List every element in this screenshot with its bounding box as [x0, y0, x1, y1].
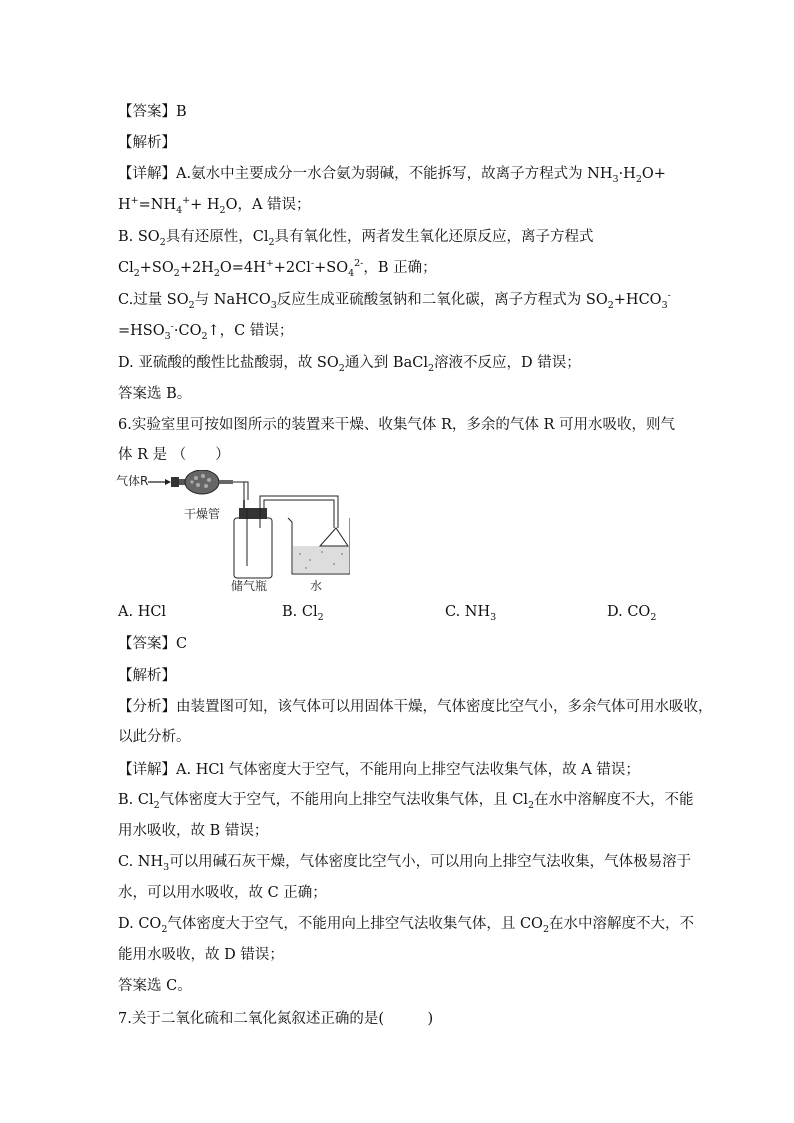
q6-detail-c-line1: C. $NH_3$可以用碱石灰干燥，气体密度比空气小，可以用向上排空气法收集，气体极易溶于 — [118, 854, 692, 873]
q6-analysis-line1: 【分析】由装置图可知，该气体可以用固体干燥，气体密度比空气小，多余气体可用水吸收， — [118, 699, 713, 715]
q6-detail-d-line1: D. $CO_2$气体密度大于空气，不能用向上排空气法收集气体，且 $CO_2$在水中溶解度不大，不 — [118, 916, 694, 935]
storage-bottle — [234, 518, 272, 578]
q6-detail-c-line2: 水，可以用水吸收，故 C 正确； — [118, 885, 327, 901]
q6-detail-b-line2: 用水吸收，故 B 错误； — [118, 823, 269, 839]
q6-analysis-line2: 以此分析。 — [118, 729, 191, 745]
option-a[interactable]: A. HCl — [118, 604, 167, 620]
q5-analysis-title: 【解析】 — [118, 135, 176, 151]
q6-answer: 【答案】C — [118, 636, 188, 652]
inverted-funnel — [320, 528, 348, 546]
q5-detail-d: D. 亚硫酸的酸性比盐酸弱，故 $SO_2$通入到 BaCl$_2$溶液不反应，D 错误； — [118, 355, 581, 374]
gas-r-label: 气体R — [116, 474, 149, 488]
dryer-label: 干燥管 — [184, 507, 221, 521]
q5-choose: 答案选 B。 — [118, 386, 192, 402]
q6-detail-d-line2: 能用水吸收，故 D 错误； — [118, 947, 284, 963]
q5-answer: 【答案】B — [118, 104, 187, 120]
drying-tube-bulb — [185, 470, 219, 494]
q5-detail-a-line2: $H^+=NH_4^++ H_2O$，A 错误； — [118, 195, 311, 216]
apparatus-figure — [110, 470, 350, 594]
q6-stem-line2: 体 R 是 （ ） — [118, 447, 230, 463]
q6-detail-a: 【详解】A. HCl 气体密度大于空气，不能用向上排空气法收集气体，故 A 错误； — [118, 762, 640, 778]
water-label: 水 — [310, 579, 323, 593]
q6-detail-b-line1: B. $Cl_2$气体密度大于空气，不能用向上排空气法收集气体，且 $Cl_2$在水中溶解度不大，不能 — [118, 792, 694, 811]
q5-detail-c-line1: C.过量 $SO_2$与 NaHCO$_3$反应生成亚硫酸氢钠和二氧化碳，离子方程式为 $SO_2+HCO_3^-$ — [118, 290, 671, 311]
option-d[interactable]: D. $CO_2$ — [607, 604, 657, 623]
q6-analysis-title: 【解析】 — [118, 668, 176, 684]
q6-stem-line1: 6.实验室里可按如图所示的装置来干燥、收集气体 R，多余的气体 R 可用水吸收，则气 — [118, 417, 675, 433]
bottle-label: 储气瓶 — [231, 579, 268, 593]
option-c[interactable]: C. $NH_3$ — [445, 604, 497, 623]
option-b[interactable]: B. $Cl_2$ — [282, 604, 324, 623]
q5-detail-b-line1: B. $SO_2$具有还原性，$Cl_2$具有氧化性，两者发生氧化还原反应，离子方程式 — [118, 229, 594, 248]
q7-stem: 7.关于二氧化硫和二氧化氮叙述正确的是( ) — [118, 1011, 434, 1027]
q5-detail-a-line1: 【详解】A.氨水中主要成分一水合氨为弱碱，不能拆写，故离子方程式为 $NH_3\cdot H_2O+$ — [118, 166, 666, 185]
q6-choose: 答案选 C。 — [118, 978, 192, 994]
q5-detail-b-line2: $Cl_2+SO_2+2H_2O=4H^++2Cl^-+SO_4^{2-}$，B 正确； — [118, 258, 437, 279]
q5-detail-c-line2: $=HSO_3^-\cdot CO_2↑$，C 错误； — [118, 321, 294, 342]
